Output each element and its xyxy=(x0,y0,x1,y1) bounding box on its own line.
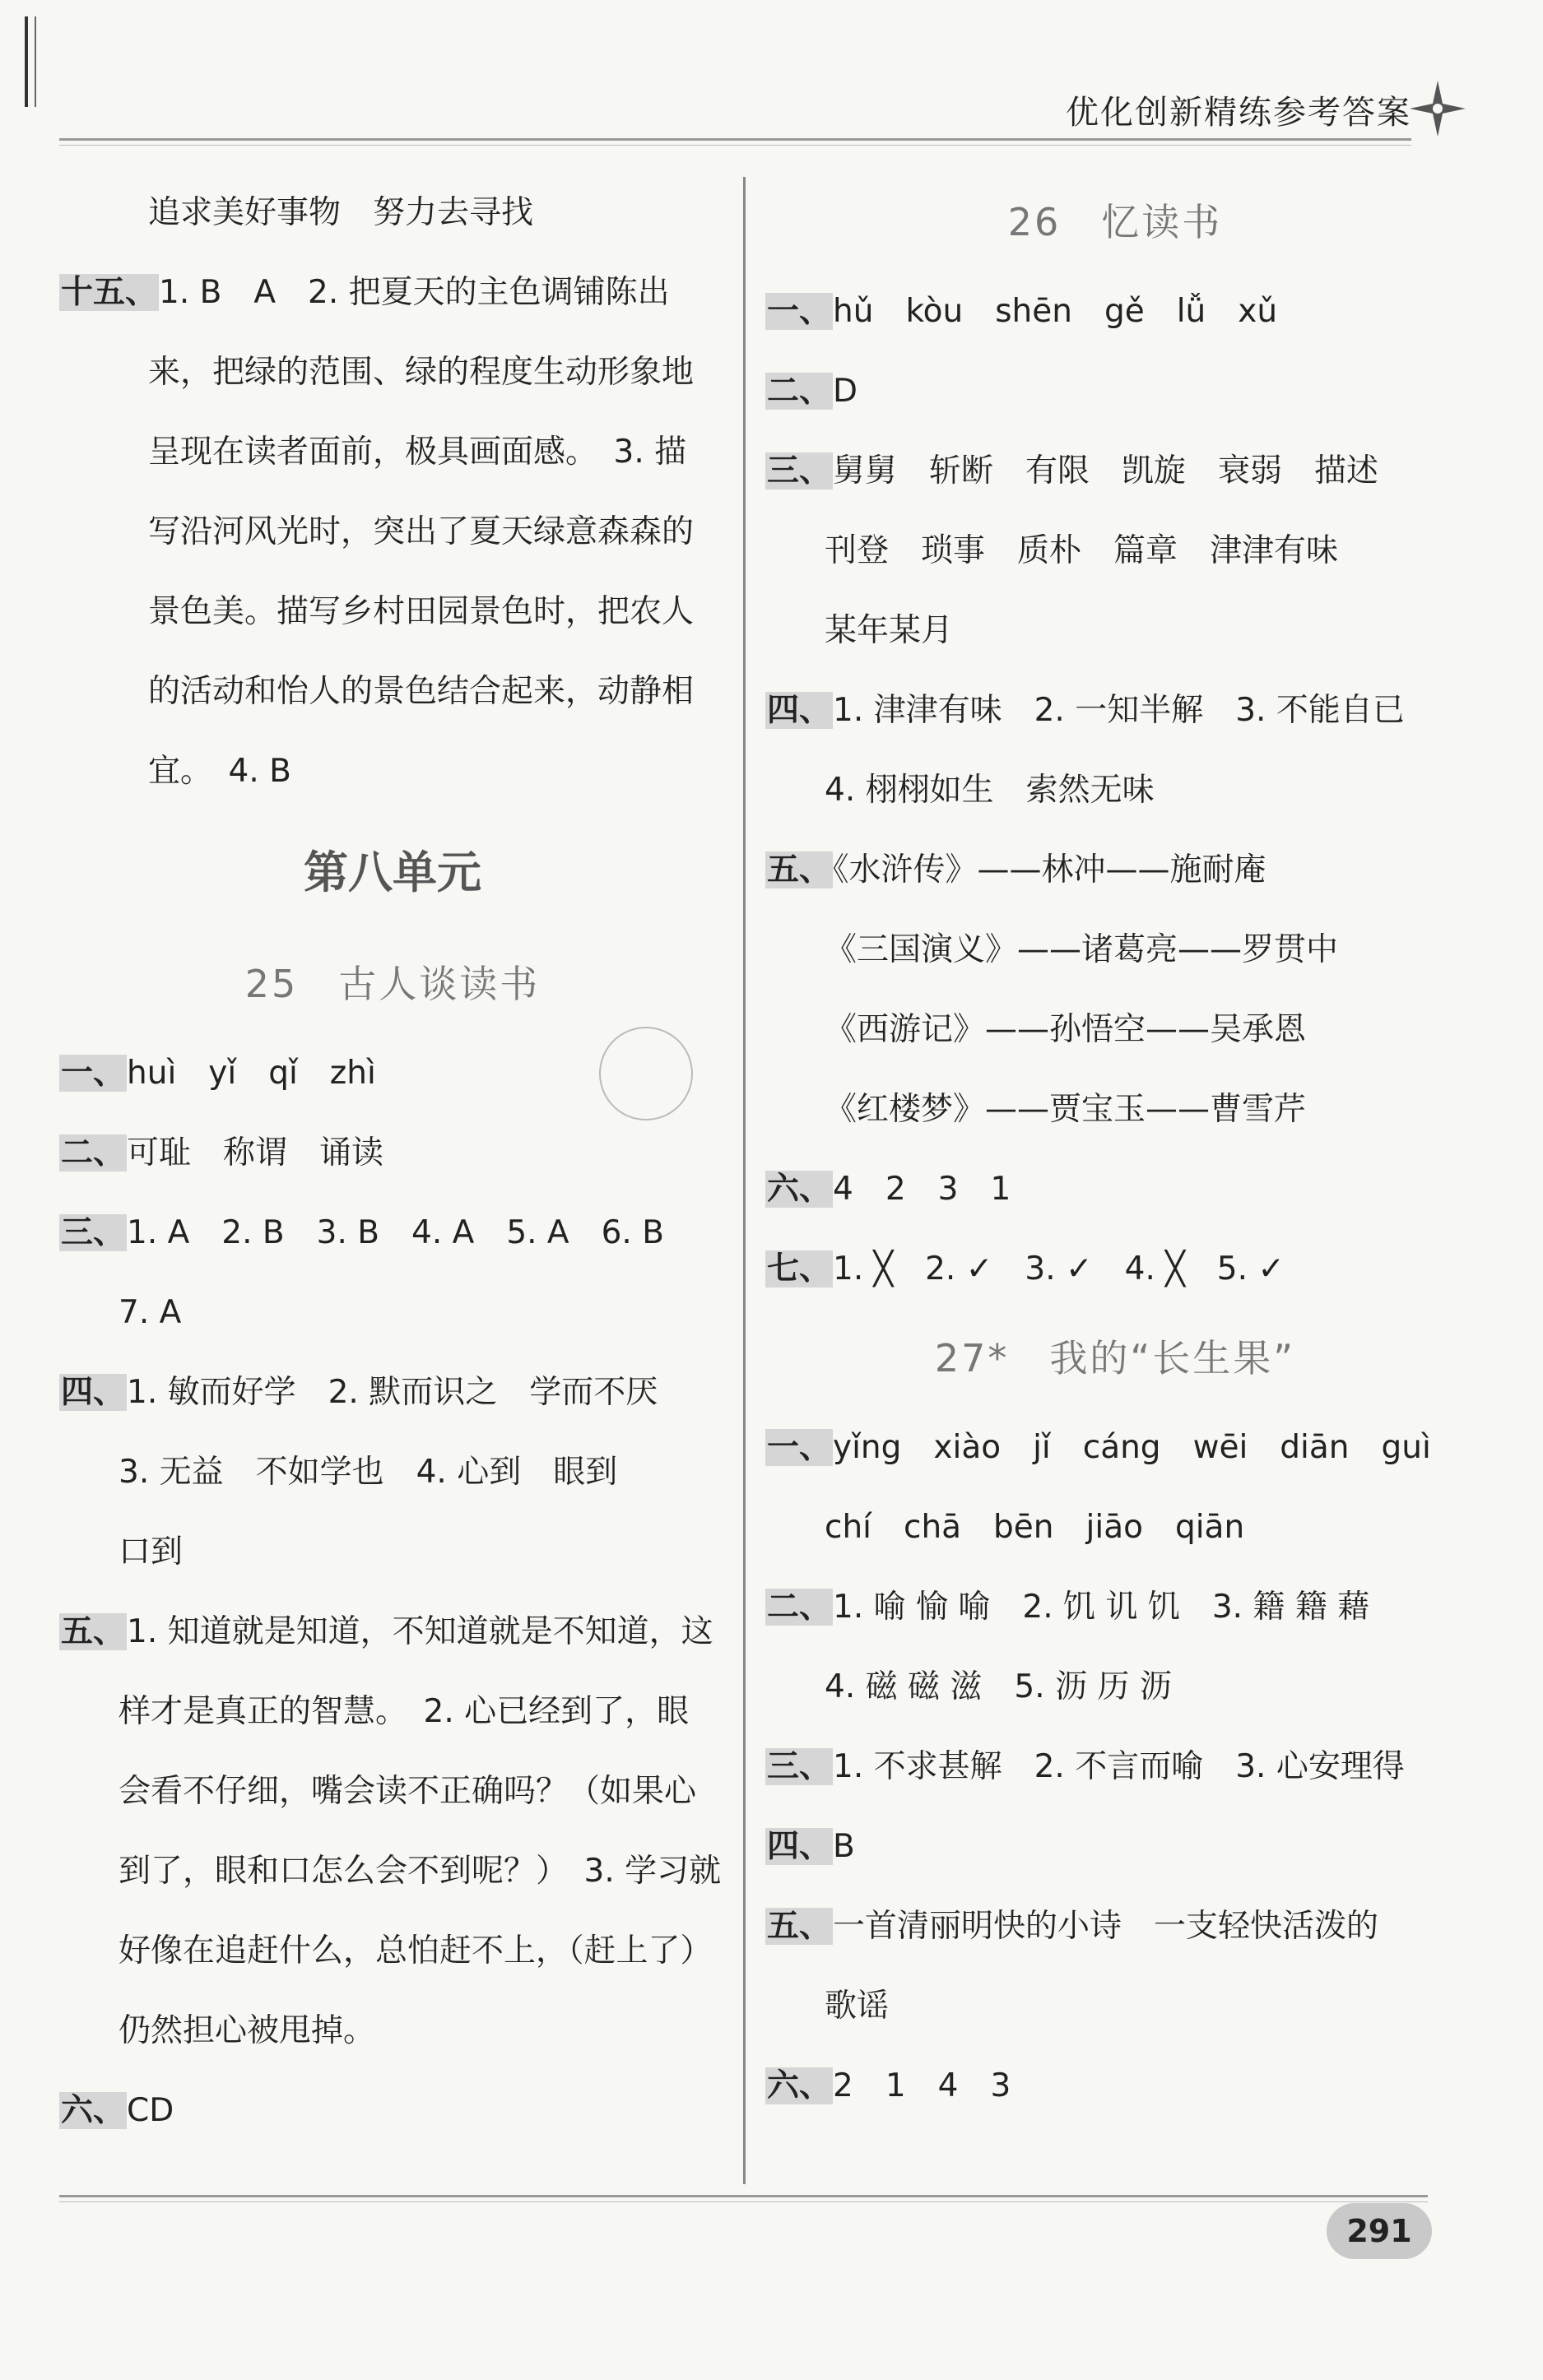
answer-line xyxy=(765,1647,1465,1727)
answer-text: 仍然担心被甩掉。 xyxy=(119,2012,376,2049)
question-label: 二、 xyxy=(767,373,832,410)
lesson-title: 25 古人谈读书 xyxy=(244,962,541,1006)
answer-text: hǔ kòu shēn gě lǚ xǔ xyxy=(833,293,1278,330)
answer-text: 某年某月 xyxy=(825,612,954,649)
question-label: 六、 xyxy=(61,2092,126,2129)
answer-text: 1. B A 2. 把夏天的主色调铺陈出 xyxy=(159,274,670,311)
answer-line xyxy=(765,591,1465,670)
answer-line xyxy=(59,1592,726,1672)
answer-line xyxy=(59,173,726,253)
answer-line xyxy=(59,1911,726,1991)
answer-line xyxy=(59,1193,726,1273)
header-title: 优化创新精练参考答案 xyxy=(1066,94,1411,132)
question-label: 二、 xyxy=(767,1589,832,1626)
answer-text: huì yǐ qǐ zhì xyxy=(127,1055,376,1092)
answer-line xyxy=(59,332,726,412)
answer-line xyxy=(765,271,1465,351)
answer-line xyxy=(59,1512,726,1592)
answer-text: 舅舅 斩断 有限 凯旋 衰弱 描述 xyxy=(833,452,1379,489)
question-label: 一、 xyxy=(767,1429,832,1466)
answer-line xyxy=(765,1069,1465,1149)
answer-text: 的活动和怡人的景色结合起来，动静相 xyxy=(148,673,695,710)
answer-text: 4. 磁 磁 滋 5. 沥 历 沥 xyxy=(825,1668,1172,1705)
answer-line xyxy=(59,2071,726,2150)
answer-text: 呈现在读者面前，极具画面感。 3. 描 xyxy=(148,434,687,471)
answer-text: 1. ╳ 2. ✓ 3. ✓ 4. ╳ 5. ✓ xyxy=(833,1250,1285,1287)
page-number: 291 xyxy=(1327,2203,1432,2259)
answer-line xyxy=(59,731,726,811)
answer-line xyxy=(765,1408,1465,1487)
answer-text: 《红楼梦》——贾宝玉——曹雪芹 xyxy=(825,1091,1307,1128)
answer-text: 3. 无益 不如学也 4. 心到 眼到 xyxy=(119,1454,618,1491)
question-label: 五、 xyxy=(61,1613,126,1650)
answer-text: 4. 栩栩如生 索然无味 xyxy=(825,772,1155,809)
question-label: 一、 xyxy=(61,1055,126,1092)
answer-line xyxy=(59,1432,726,1512)
answer-line xyxy=(59,1352,726,1432)
question-label: 七、 xyxy=(767,1250,832,1287)
answer-line xyxy=(765,910,1465,990)
margin-mark xyxy=(35,16,36,107)
answer-text: 1. 不求甚解 2. 不言而喻 3. 心安理得 xyxy=(833,1748,1405,1785)
answer-text: B xyxy=(833,1828,855,1865)
margin-mark xyxy=(25,16,28,107)
answer-line xyxy=(765,1487,1465,1567)
answer-line xyxy=(765,1567,1465,1647)
lesson-title: 27* 我的“长生果” xyxy=(934,1336,1296,1380)
answer-line xyxy=(765,1149,1465,1229)
footer-rule xyxy=(59,2195,1428,2197)
question-label: 五、 xyxy=(767,1908,832,1945)
column-divider xyxy=(743,177,746,2184)
answer-text: 景色美。描写乡村田园景色时，把农人 xyxy=(148,593,695,630)
answer-text: 4 2 3 1 xyxy=(833,1171,1011,1208)
answer-text: 《水浒传》——林冲——施耐庵 xyxy=(833,851,1266,888)
question-label: 二、 xyxy=(61,1134,126,1171)
answer-text: 2 1 4 3 xyxy=(833,2067,1011,2104)
question-label: 六、 xyxy=(767,2067,832,2104)
answer-line xyxy=(765,1229,1465,1309)
answer-text: 好像在追赶什么，总怕赶不上，（赶上了） xyxy=(119,1932,713,1969)
left-column xyxy=(59,173,726,2150)
answer-line xyxy=(59,1751,726,1831)
answer-text: chí chā bēn jiāo qiān xyxy=(825,1509,1245,1546)
answer-line xyxy=(765,1966,1465,2046)
question-label: 五、 xyxy=(767,851,832,888)
question-label: 四、 xyxy=(61,1374,126,1411)
answer-line xyxy=(765,351,1465,431)
answer-line xyxy=(59,652,726,731)
answer-text: 1. 知道就是知道，不知道就是不知道，这 xyxy=(127,1613,713,1650)
question-label: 三、 xyxy=(767,1748,832,1785)
answer-text: 刊登 琐事 质朴 篇章 津津有味 xyxy=(825,532,1339,569)
answer-line xyxy=(765,431,1465,511)
answer-text: yǐng xiào jǐ cáng wēi diān guì xyxy=(833,1429,1431,1466)
question-label: 一、 xyxy=(767,293,832,330)
answer-line xyxy=(59,1672,726,1751)
answer-text: 追求美好事物 努力去寻找 xyxy=(148,194,534,231)
star-icon xyxy=(1408,79,1467,138)
answer-line xyxy=(765,1727,1465,1807)
answer-text: 写沿河风光时，突出了夏天绿意森森的 xyxy=(148,513,695,550)
answer-text: 来，把绿的范围、绿的程度生动形象地 xyxy=(148,354,695,391)
answer-line xyxy=(765,830,1465,910)
question-label: 十五、 xyxy=(61,274,158,311)
answer-text: CD xyxy=(127,2092,174,2129)
answer-line xyxy=(59,572,726,652)
answer-line xyxy=(765,511,1465,591)
answer-line xyxy=(765,2046,1465,2126)
answer-text: 会看不仔细，嘴会读不正确吗？（如果心 xyxy=(119,1773,697,1810)
answer-line xyxy=(59,1273,726,1352)
answer-text: 《三国演义》——诸葛亮——罗贯中 xyxy=(825,931,1339,968)
question-label: 三、 xyxy=(767,452,832,489)
answer-line xyxy=(765,1886,1465,1966)
answer-text: 1. 津津有味 2. 一知半解 3. 不能自已 xyxy=(833,692,1405,729)
footer-rule xyxy=(59,2201,1428,2202)
answer-text: 1. 敏而好学 2. 默而识之 学而不厌 xyxy=(127,1374,658,1411)
answer-line xyxy=(765,1807,1465,1886)
answer-text: 可耻 称谓 诵读 xyxy=(127,1134,384,1171)
answer-text: 7. A xyxy=(119,1294,182,1331)
answer-text: 一首清丽明快的小诗 一支轻快活泼的 xyxy=(833,1908,1379,1945)
answer-line xyxy=(765,750,1465,830)
answer-line xyxy=(765,670,1465,750)
answer-line xyxy=(765,990,1465,1069)
question-label: 三、 xyxy=(61,1214,126,1251)
answer-line xyxy=(59,253,726,332)
answer-line xyxy=(59,1113,726,1193)
question-label: 四、 xyxy=(767,692,832,729)
question-label: 四、 xyxy=(767,1828,832,1865)
question-label: 六、 xyxy=(767,1171,832,1208)
answer-line xyxy=(59,492,726,572)
answer-line xyxy=(59,1831,726,1911)
answer-text: 到了，眼和口怎么会不到呢？） 3. 学习就 xyxy=(119,1853,722,1890)
answer-line xyxy=(59,1991,726,2071)
right-column xyxy=(765,173,1465,2126)
answer-text: 《西游记》——孙悟空——吴承恩 xyxy=(825,1011,1307,1048)
answer-text: 1. A 2. B 3. B 4. A 5. A 6. B xyxy=(127,1214,664,1251)
header-rule xyxy=(59,145,1411,146)
answer-text: 1. 喻 愉 喻 2. 饥 讥 饥 3. 籍 籍 藉 xyxy=(833,1589,1370,1626)
answer-line xyxy=(59,412,726,492)
answer-text: 歌谣 xyxy=(825,1988,890,2025)
unit-title: 第八单元 xyxy=(304,847,481,898)
lesson-title: 26 忆读书 xyxy=(1007,200,1223,244)
answer-text: 样才是真正的智慧。 2. 心已经到了，眼 xyxy=(119,1693,690,1730)
answer-text: D xyxy=(833,373,858,410)
header-rule xyxy=(59,138,1411,141)
answer-text: 口到 xyxy=(119,1533,184,1570)
answer-text: 宜。 4. B xyxy=(148,753,291,790)
